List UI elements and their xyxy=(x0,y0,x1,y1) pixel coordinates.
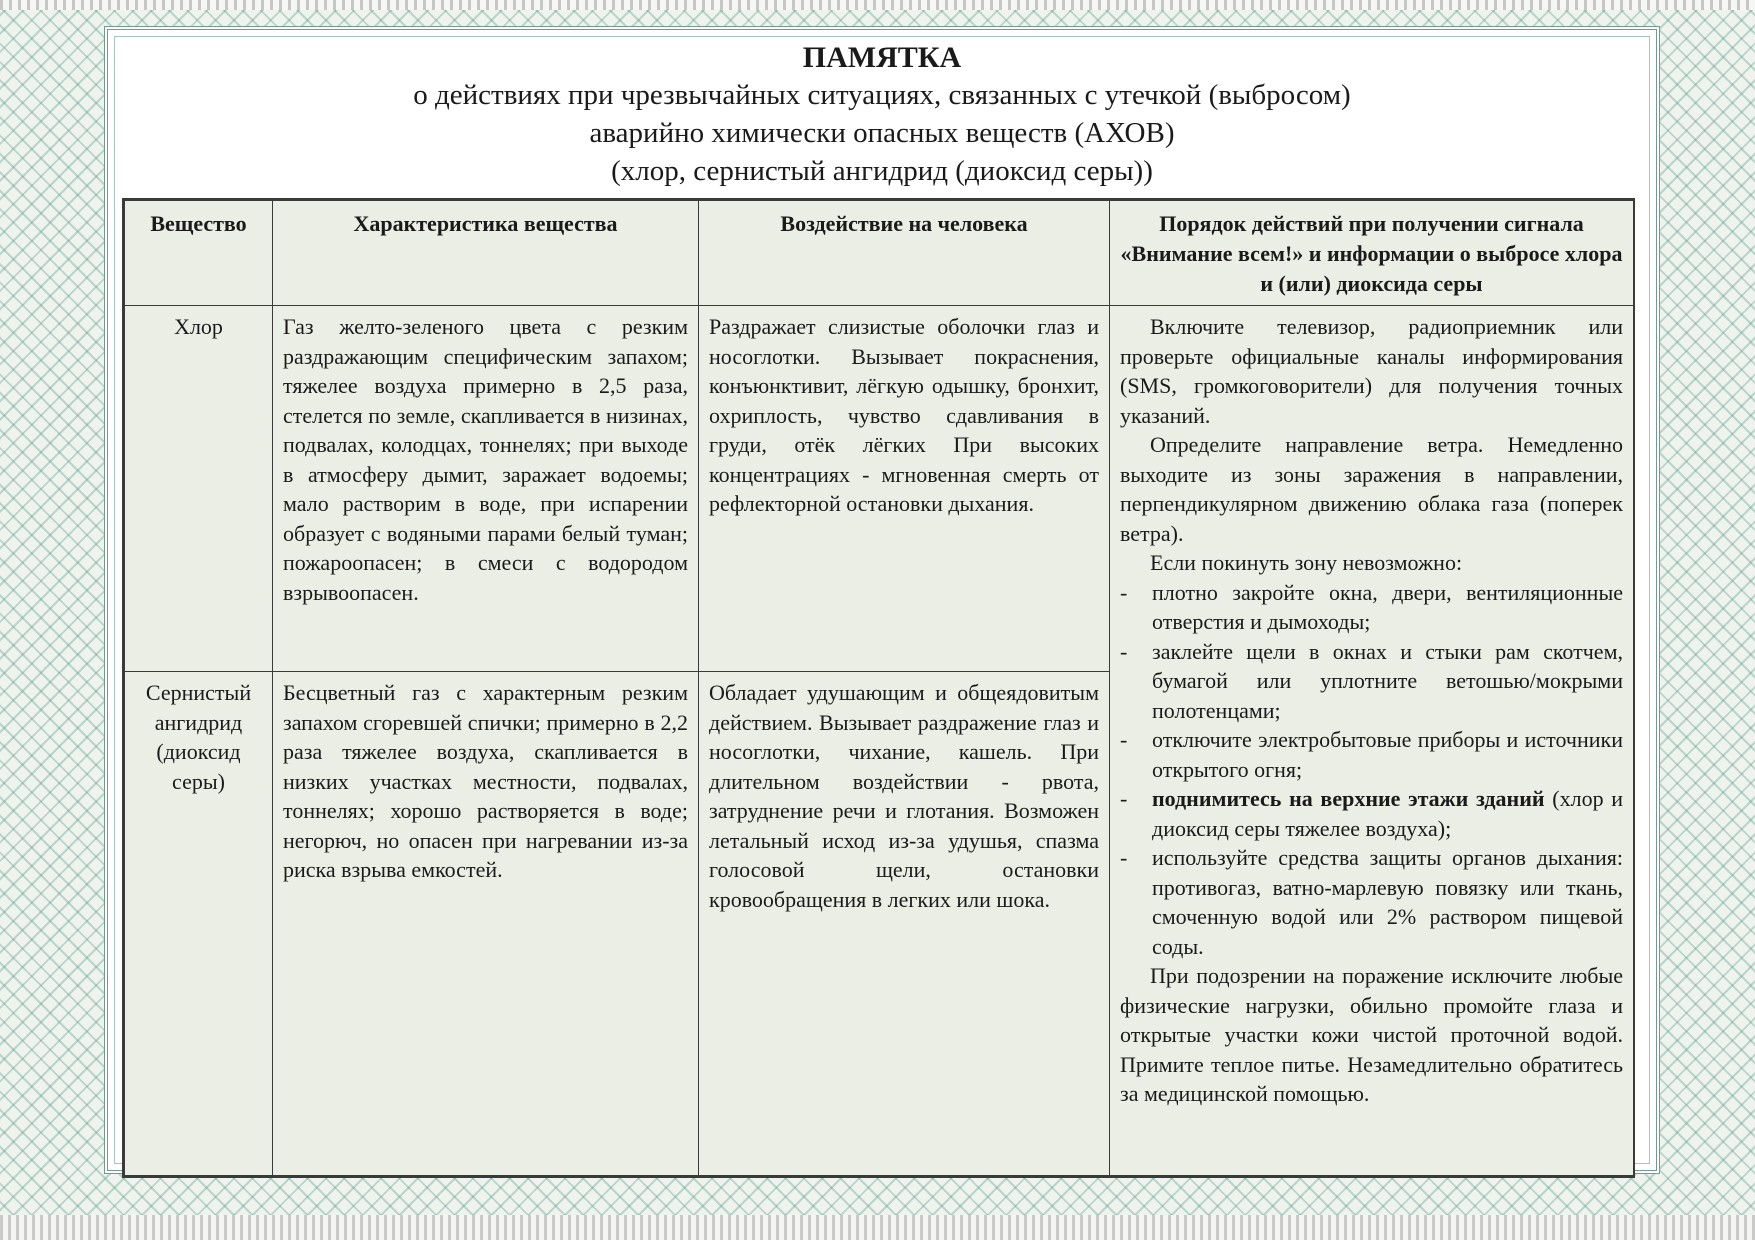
list-item: - используйте средства защиты органов дыхания: противогаз, ватно-марлевую повязку или ткань, смоченную водой или 2% раствором пищевой соды. xyxy=(1120,843,1623,961)
actions-paragraph: Определите направление ветра. Немедленно выходите из зоны заражения в направлении, перпендикулярном движению облака газа (поперек ветра). xyxy=(1120,432,1623,546)
actions-paragraph: При подозрении на поражение исключите любые физические нагрузки, обильно промойте глаза и открытые участки кожи чистой проточной водой. Примите теплое питье. Незамедлительно обратитесь за медицинской помощью. xyxy=(1120,963,1623,1106)
list-item: - отключите электробытовые приборы и источники открытого огня; xyxy=(1120,725,1623,784)
list-item: - плотно закройте окна, двери, вентиляционные отверстия и дымоходы; xyxy=(1120,578,1623,637)
substance-cell: Сернистый ангидрид (диоксид серы) xyxy=(125,672,273,1176)
document-title: ПАМЯТКА xyxy=(802,41,962,74)
characteristic-cell: Бесцветный газ с характерным резким запахом сгоревшей спички; примерно в 2,2 раза тяжелее воздуха, скапливается в низких участках местности, подвалах, тоннелях; хорошо растворяется в воде; негорюч, но опасен при нагревании из-за риска взрыва емкостей. xyxy=(273,672,699,1176)
list-item: - заклейте щели в окнах и стыки рам скотчем, бумагой или уплотните ветошью/мокрыми полотенцами; xyxy=(1120,637,1623,726)
subtitle-line-1: о действиях при чрезвычайных ситуациях, связанных с утечкой (выбросом) xyxy=(413,79,1351,111)
memo-table xyxy=(124,200,1634,1176)
effect-cell: Раздражает слизистые оболочки глаз и носоглотки. Вызывает покраснения, конъюнктивит, лёгкую одышку, бронхит, охриплость, чувство сдавливания в груди, отёк лёгких При высоких концентрациях - мгновенная смерть от рефлекторной остановки дыхания. xyxy=(699,306,1110,672)
effect-cell: Обладает удушающим и общеядовитым действием. Вызывает раздражение глаз и носоглотки, чихание, кашель. При длительном воздействии - рвота, затруднение речи и глотания. Возможен летальный исход из-за удушья, спазма голосовой щели, остановки кровообращения в легких или шока. xyxy=(699,672,1110,1176)
subtitle-line-3: (хлор, сернистый ангидрид (диоксид серы)) xyxy=(611,155,1153,187)
instruction-note: (хлор и диоксид серы тяжелее воздуха); xyxy=(1152,786,1624,841)
bold-instruction: поднимитесь на верхние этажи зданий xyxy=(1152,786,1545,811)
title-block xyxy=(108,40,1656,190)
substance-cell: Хлор xyxy=(125,306,273,672)
subtitle-line-2: аварийно химически опасных веществ (АХОВ) xyxy=(589,117,1175,149)
actions-cell xyxy=(1110,306,1634,1176)
actions-paragraph: Включите телевизор, радиоприемник или проверьте официальные каналы информирования (SMS, громкоговорители) для получения точных указаний. xyxy=(1120,314,1623,428)
actions-steps-list xyxy=(1120,578,1623,962)
memo-table-container xyxy=(122,198,1635,1178)
header-actions: Порядок действий при получении сигнала «Внимание всем!» и информации о выбросе хлора и (или) диоксида серы xyxy=(1110,201,1634,306)
table-row xyxy=(125,306,1634,672)
table-header-row xyxy=(125,201,1634,306)
header-substance: Вещество xyxy=(125,201,273,306)
characteristic-cell: Газ желто-зеленого цвета с резким раздражающим специфическим запахом; тяжелее воздуха примерно в 2,5 раза, стелется по земле, скапливается в низинах, подвалах, колодцах, тоннелях; при выходе в атмосферу дымит, заражает водоемы; мало растворим в воде, при испарении образует с водяными парами белый туман; пожароопасен; в смеси с водородом взрывоопасен. xyxy=(273,306,699,672)
header-characteristic: Характеристика вещества xyxy=(273,201,699,306)
bottom-dotted-band xyxy=(0,1215,1755,1240)
actions-paragraph: Если покинуть зону невозможно: xyxy=(1150,550,1463,575)
top-dotted-band xyxy=(0,0,1755,10)
list-item xyxy=(1120,784,1623,843)
header-effect: Воздействие на человека xyxy=(699,201,1110,306)
